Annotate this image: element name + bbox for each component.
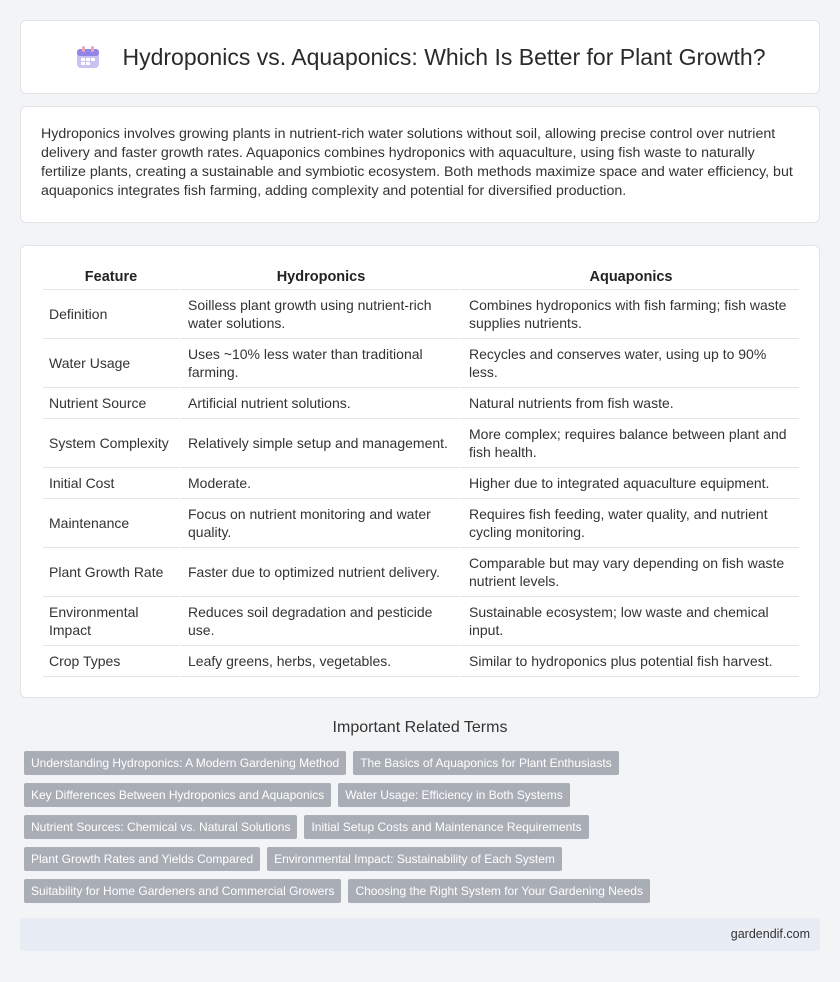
table-row: [43, 290, 799, 339]
feature-cell: System Complexity: [43, 419, 179, 468]
feature-cell: Maintenance: [43, 499, 179, 548]
related-term-tag[interactable]: The Basics of Aquaponics for Plant Enthusiasts: [353, 751, 618, 775]
hydroponics-cell: Soilless plant growth using nutrient-rich water solutions.: [179, 290, 460, 339]
aquaponics-cell: Higher due to integrated aquaculture equipment.: [460, 468, 799, 499]
table-row: [43, 548, 799, 597]
table-row: [43, 388, 799, 419]
tag-row: [24, 783, 814, 807]
comparison-table: [43, 268, 799, 677]
aquaponics-cell: Recycles and conserves water, using up to 90% less.: [460, 339, 799, 388]
aquaponics-cell: Requires fish feeding, water quality, and nutrient cycling monitoring.: [460, 499, 799, 548]
header-card: [20, 20, 820, 94]
table-row: [43, 646, 799, 677]
hydroponics-cell: Uses ~10% less water than traditional farming.: [179, 339, 460, 388]
hydroponics-cell: Artificial nutrient solutions.: [179, 388, 460, 419]
tag-row: [24, 847, 814, 871]
related-term-tag[interactable]: Choosing the Right System for Your Gardening Needs: [348, 879, 650, 903]
related-terms-title: Important Related Terms: [332, 719, 508, 736]
feature-cell: Definition: [43, 290, 179, 339]
site-link[interactable]: gardendif.com: [730, 927, 810, 941]
feature-cell: Water Usage: [43, 339, 179, 388]
hydroponics-cell: Leafy greens, herbs, vegetables.: [179, 646, 460, 677]
hydroponics-cell: Reduces soil degradation and pesticide use.: [179, 597, 460, 646]
intro-paragraph: Hydroponics involves growing plants in nutrient-rich water solutions without soil, allowing precise control over nutrient delivery and faster growth rates. Aquaponics combines hydroponics with aquaculture, using fish waste to naturally fertilize plants, creating a sustainable and symbiotic ecosystem. Both methods maximize space and water efficiency, but aquaponics integrates fish farming, adding complexity and potential for diversified production.: [41, 126, 793, 199]
table-row: [43, 468, 799, 499]
feature-cell: Initial Cost: [43, 468, 179, 499]
related-term-tag[interactable]: Understanding Hydroponics: A Modern Gardening Method: [24, 751, 346, 775]
related-term-tag[interactable]: Initial Setup Costs and Maintenance Requirements: [304, 815, 588, 839]
tag-row: [24, 879, 814, 903]
tag-row: [24, 751, 814, 775]
table-row: [43, 339, 799, 388]
aquaponics-cell: Sustainable ecosystem; low waste and chemical input.: [460, 597, 799, 646]
aquaponics-cell: Comparable but may vary depending on fish waste nutrient levels.: [460, 548, 799, 597]
related-term-tag[interactable]: Key Differences Between Hydroponics and Aquaponics: [24, 783, 331, 807]
aquaponics-cell: Natural nutrients from fish waste.: [460, 388, 799, 419]
aquaponics-cell: Similar to hydroponics plus potential fish harvest.: [460, 646, 799, 677]
table-row: [43, 499, 799, 548]
hydroponics-cell: Focus on nutrient monitoring and water quality.: [179, 499, 460, 548]
tag-row: [24, 815, 814, 839]
header-hydroponics: Hydroponics: [179, 268, 460, 290]
related-term-tag[interactable]: Water Usage: Efficiency in Both Systems: [338, 783, 569, 807]
feature-cell: Environmental Impact: [43, 597, 179, 646]
hydroponics-cell: Faster due to optimized nutrient delivery.: [179, 548, 460, 597]
comparison-table-card: [20, 245, 820, 698]
hydroponics-cell: Moderate.: [179, 468, 460, 499]
footer: [20, 918, 820, 951]
table-row: [43, 419, 799, 468]
aquaponics-cell: Combines hydroponics with fish farming; fish waste supplies nutrients.: [460, 290, 799, 339]
feature-cell: Crop Types: [43, 646, 179, 677]
calendar-icon: [74, 43, 102, 71]
table-row: [43, 597, 799, 646]
related-term-tag[interactable]: Nutrient Sources: Chemical vs. Natural Solutions: [24, 815, 297, 839]
related-terms-tags: [24, 751, 814, 911]
header-feature: Feature: [43, 268, 179, 290]
aquaponics-cell: More complex; requires balance between plant and fish health.: [460, 419, 799, 468]
page-title: Hydroponics vs. Aquaponics: Which Is Better for Plant Growth?: [122, 43, 766, 70]
hydroponics-cell: Relatively simple setup and management.: [179, 419, 460, 468]
related-term-tag[interactable]: Suitability for Home Gardeners and Commercial Growers: [24, 879, 341, 903]
header-aquaponics: Aquaponics: [460, 268, 799, 290]
related-term-tag[interactable]: Plant Growth Rates and Yields Compared: [24, 847, 260, 871]
intro-card: [20, 106, 820, 223]
feature-cell: Nutrient Source: [43, 388, 179, 419]
feature-cell: Plant Growth Rate: [43, 548, 179, 597]
related-term-tag[interactable]: Environmental Impact: Sustainability of Each System: [267, 847, 562, 871]
